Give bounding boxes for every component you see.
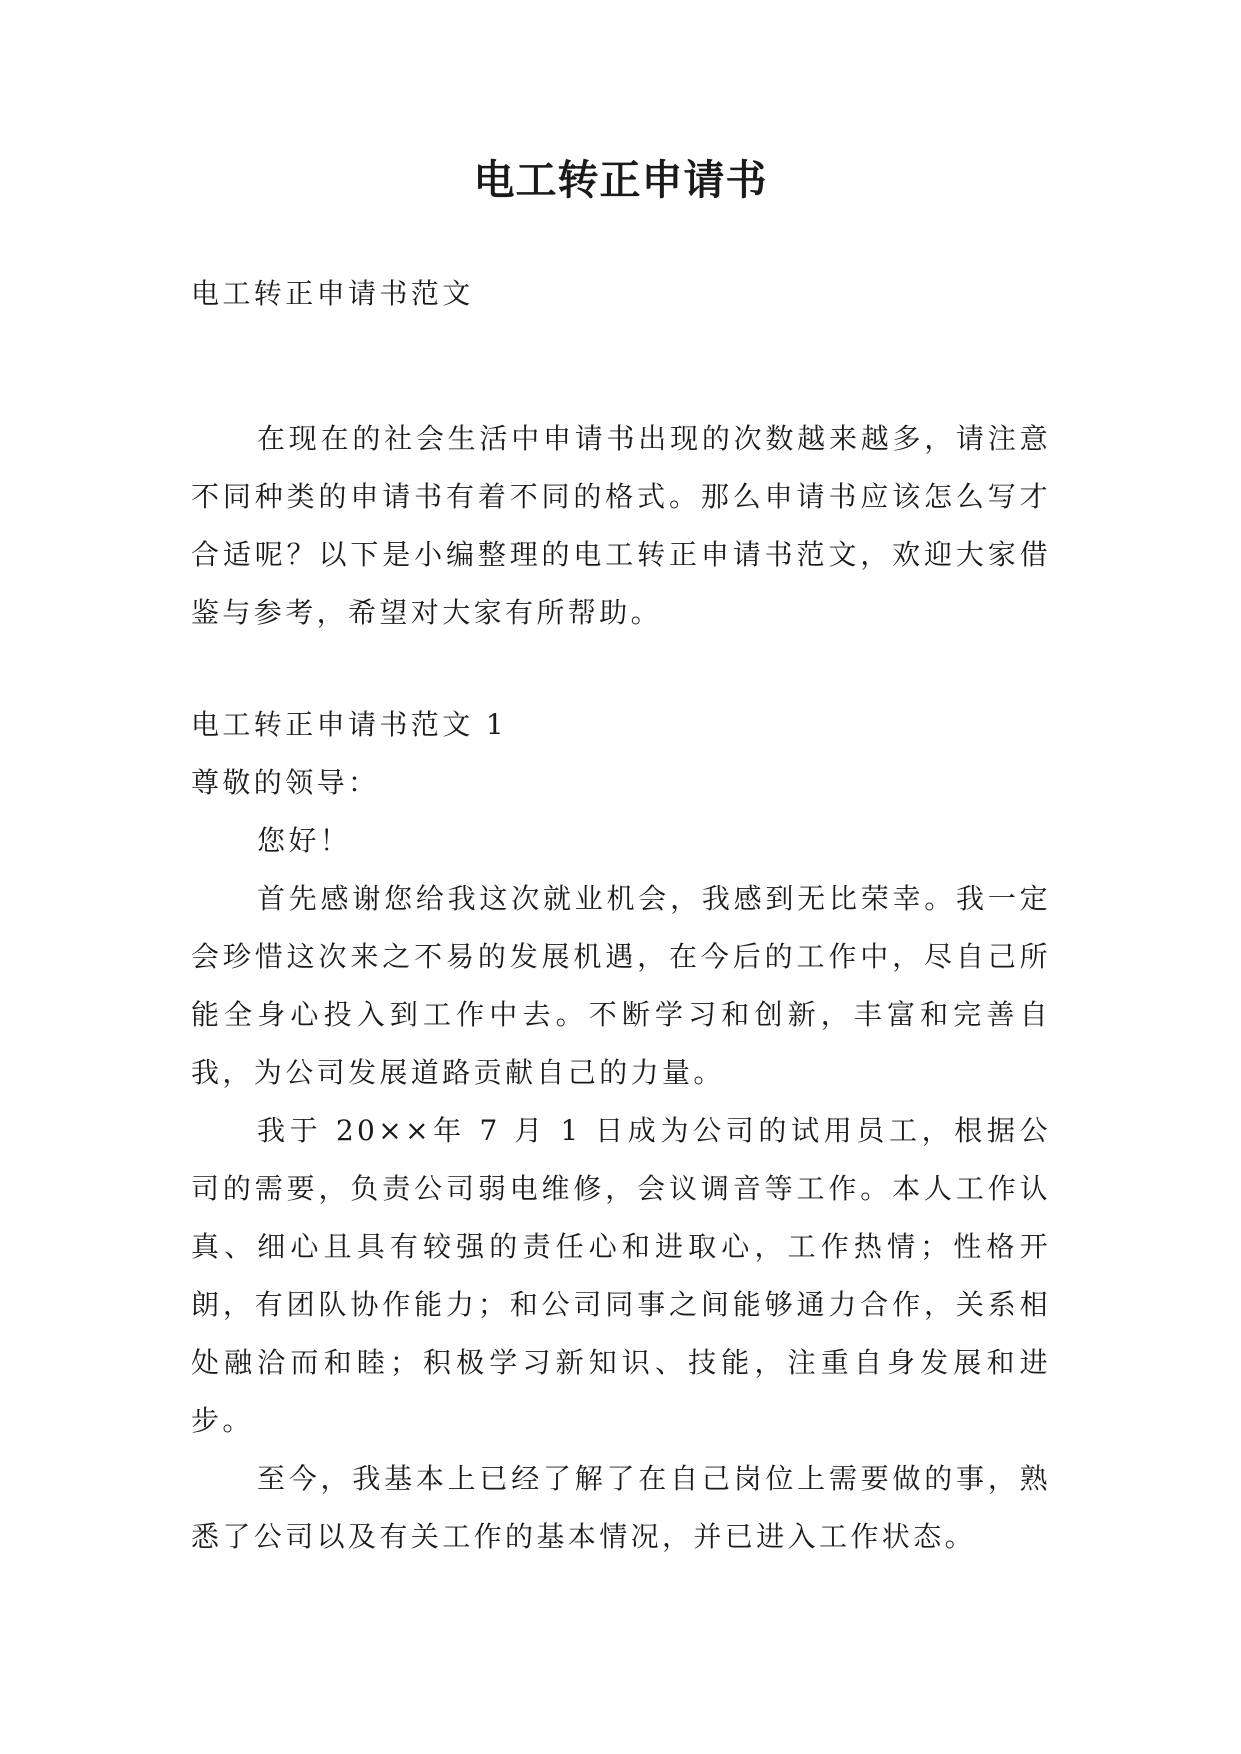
- body-paragraph-3: 至今，我基本上已经了解了在自己岗位上需要做的事，熟悉了公司以及有关工作的基本情况，并已进入工作状态。: [191, 1462, 1051, 1553]
- greeting: 您好！: [257, 824, 352, 857]
- section-heading: 电工转正申请书范文 1: [191, 708, 508, 741]
- body-paragraph-1: 首先感谢您给我这次就业机会，我感到无比荣幸。我一定会珍惜这次来之不易的发展机遇，在今后的工作中，尽自己所能全身心投入到工作中去。不断学习和创新，丰富和完善自我，为公司发展道路贡献自己的力量。: [191, 882, 1051, 1089]
- salutation: 尊敬的领导：: [191, 766, 380, 799]
- body-paragraph-2: 我于 20××年 7 月 1 日成为公司的试用员工，根据公司的需要，负责公司弱电维修，会议调音等工作。本人工作认真、细心且具有较强的责任心和进取心，工作热情；性格开朗，有团队协作能力；和公司同事之间能够通力合作，关系相处融洽而和睦；积极学习新知识、技能，注重自身发展和进步。: [191, 1114, 1051, 1437]
- document-title: 电工转正申请书: [473, 156, 768, 204]
- intro-paragraph: 在现在的社会生活中申请书出现的次数越来越多，请注意不同种类的申请书有着不同的格式。那么申请书应该怎么写才合适呢？以下是小编整理的电工转正申请书范文，欢迎大家借鉴与参考，希望对大家有所帮助。: [191, 422, 1051, 629]
- document-subtitle: 电工转正申请书范文: [191, 277, 474, 310]
